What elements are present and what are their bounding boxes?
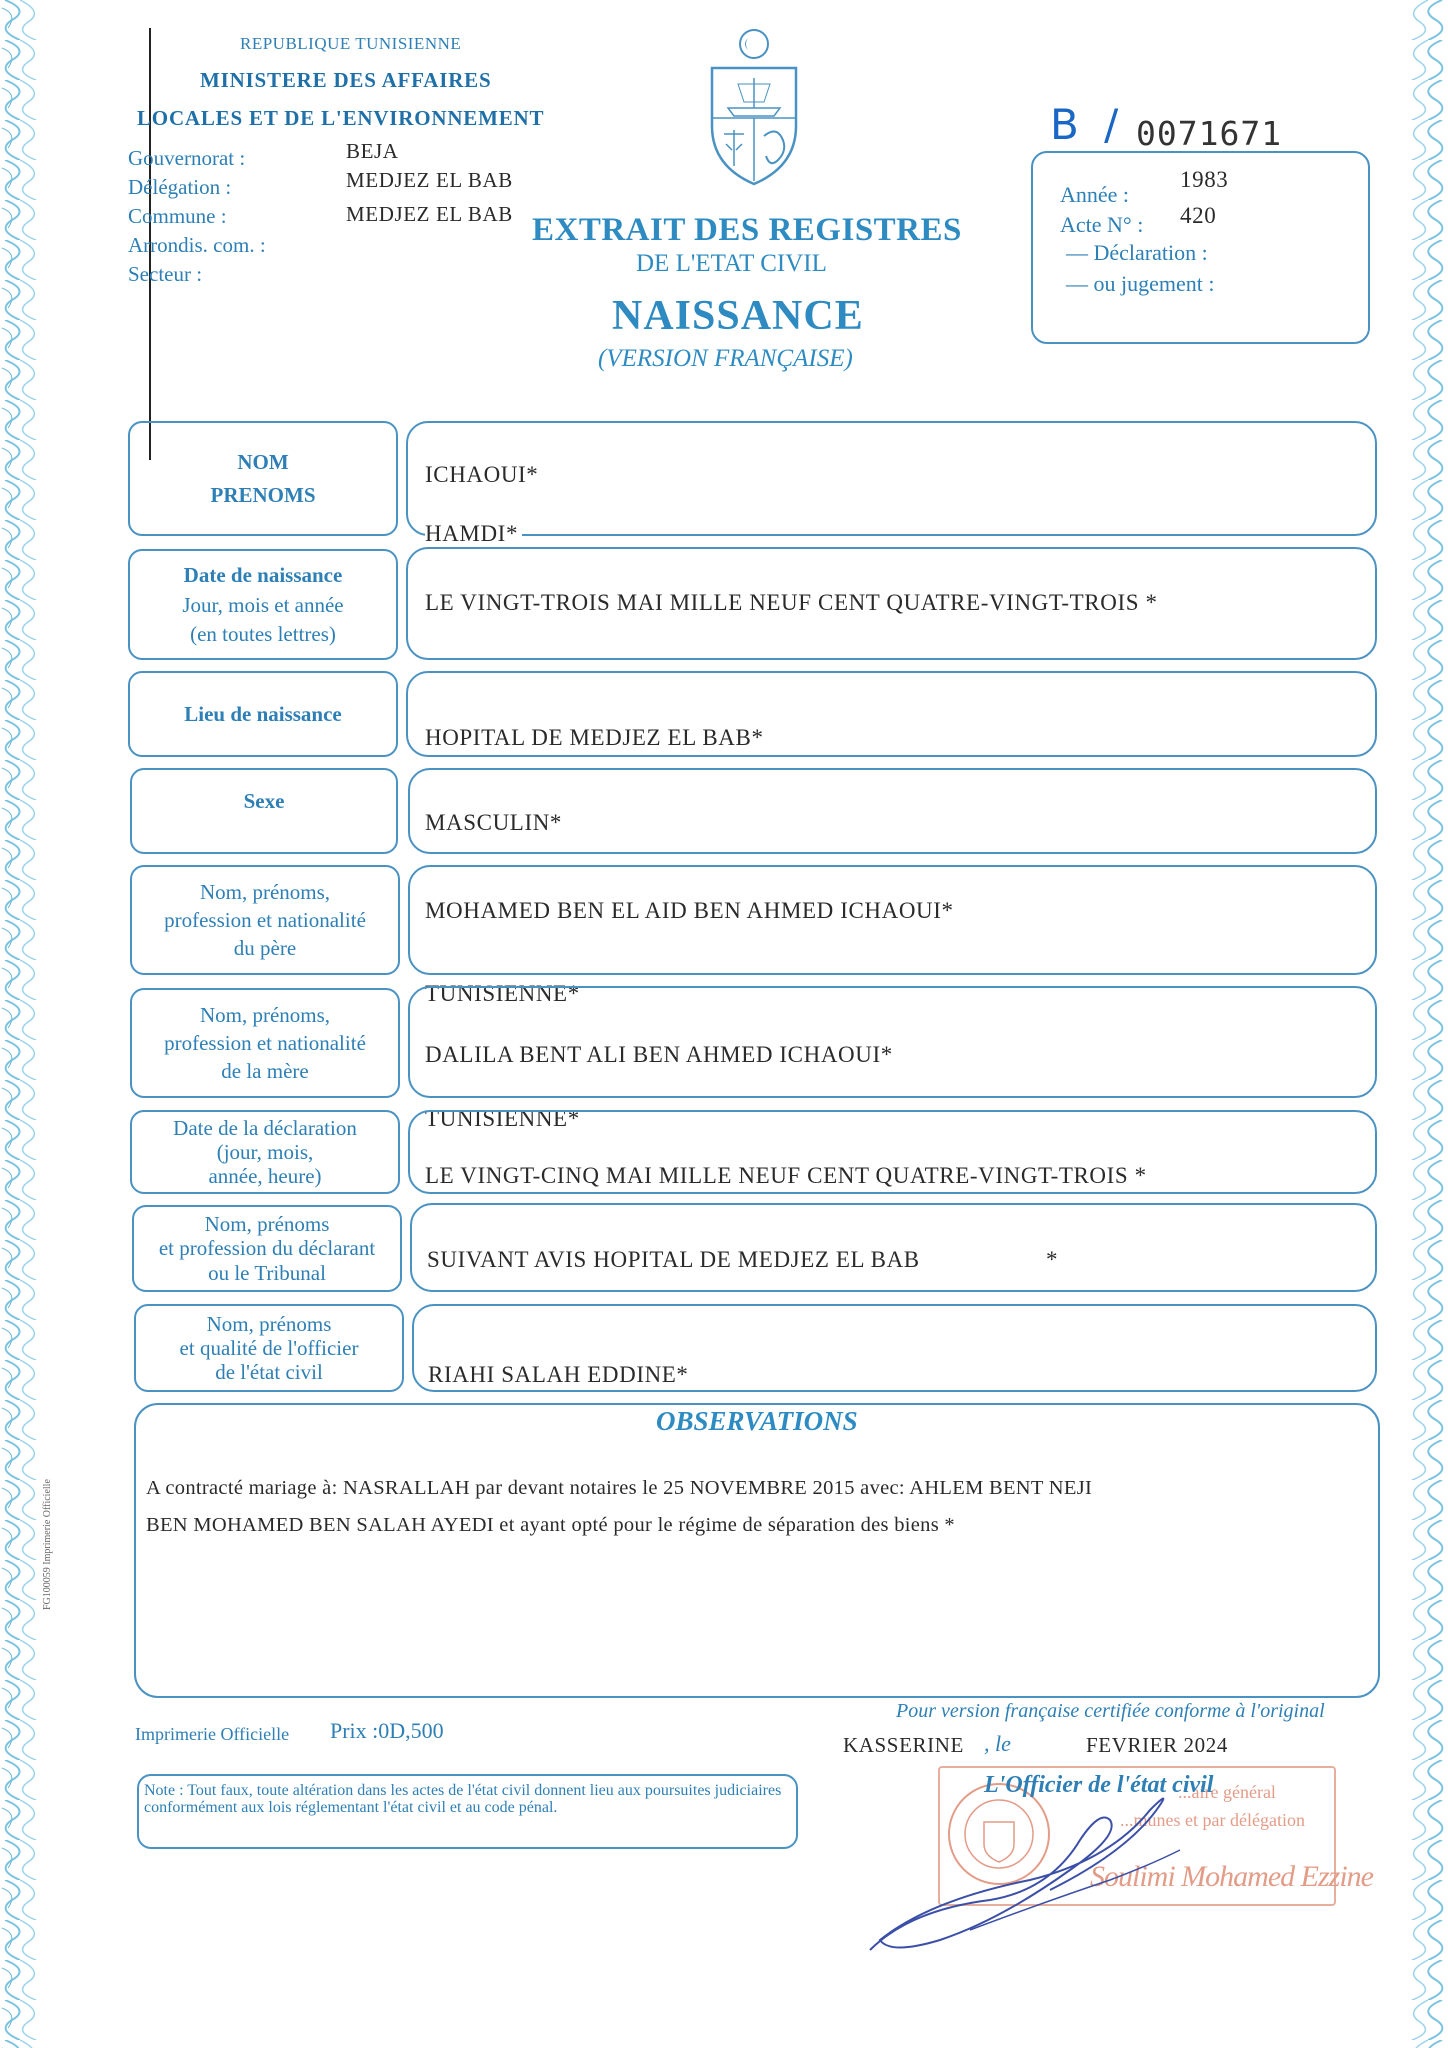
label-nom: NOM [237, 450, 289, 475]
jugement-label: — ou jugement : [1066, 271, 1215, 296]
label-mere [130, 988, 400, 1098]
value-date-declaration: LE VINGT-CINQ MAI MILLE NEUF CENT QUATRE-VINGT-TROIS * [425, 1163, 1147, 1188]
label-declarant-line2: et profession du déclarant [158, 1236, 376, 1261]
observations-box [134, 1403, 1380, 1698]
document-title: EXTRAIT DES REGISTRES [532, 212, 962, 248]
label-officier-line3: de l'état civil [215, 1360, 323, 1385]
label-declarant [132, 1205, 402, 1292]
label-lieu-naissance-title: Lieu de naissance [184, 701, 342, 726]
serial-prefix: B / [1050, 100, 1125, 149]
label-date-naissance [128, 549, 398, 660]
delegation-value: MEDJEZ EL BAB [346, 168, 513, 192]
label-pere-line3: du père [233, 936, 297, 961]
label-pere-line2: profession et nationalité [164, 907, 366, 932]
gouvernorat-label: Gouvernorat : [128, 146, 246, 170]
label-sexe-title: Sexe [243, 788, 285, 813]
annee-label: Année : [1060, 182, 1130, 207]
date-value: FEVRIER 2024 [1086, 1733, 1228, 1757]
label-mere-line3: de la mère [221, 1059, 309, 1084]
label-date-naissance-line3: (en toutes lettres) [190, 621, 336, 646]
decorative-border-left [0, 0, 46, 2048]
label-date-declaration-line3: année, heure) [208, 1164, 322, 1189]
value-declarant-star: * [1046, 1247, 1059, 1272]
acte-value: 420 [1180, 203, 1217, 228]
label-sexe [130, 768, 398, 854]
value-nom: ICHAOUI* [425, 462, 539, 487]
value-mere-nationalite: TUNISIENNE* [425, 1106, 584, 1132]
stamp-name: Soulimi Mohamed Ezzine [1090, 1860, 1373, 1893]
place-value: KASSERINE [843, 1733, 964, 1757]
document-version: (VERSION FRANÇAISE) [598, 345, 853, 372]
commune-label: Commune : [128, 204, 227, 228]
gouvernorat-value: BEJA [346, 139, 399, 163]
label-date-declaration-line1: Date de la déclaration [173, 1115, 357, 1140]
imprimerie-label: Imprimerie Officielle [135, 1724, 290, 1744]
annee-value: 1983 [1180, 167, 1229, 192]
observations-line-1: A contracté mariage à: NASRALLAH par devant notaires le 25 NOVEMBRE 2015 avec: AHLEM BENT NEJI [146, 1477, 1093, 1499]
label-declarant-line1: Nom, prénoms [204, 1212, 330, 1237]
label-pere [130, 865, 400, 975]
acte-label: Acte N° : [1060, 212, 1144, 237]
label-date-naissance-line2: Jour, mois et année [182, 593, 344, 618]
value-date-naissance: LE VINGT-TROIS MAI MILLE NEUF CENT QUATRE-VINGT-TROIS * [425, 590, 1158, 615]
value-mere: DALILA BENT ALI BEN AHMED ICHAOUI* [425, 1042, 893, 1067]
label-pere-line1: Nom, prénoms, [199, 879, 331, 904]
legal-note-text: Note : Tout faux, toute altération dans les actes de l'état civil donnent lieu aux poursuites judiciaires conformément aux lois réglementant l'état civil et au code pénal. [144, 1782, 782, 1816]
label-date-naissance-title: Date de naissance [183, 563, 343, 588]
ministry-line-1: MINISTERE DES AFFAIRES [200, 68, 492, 92]
delegation-label: Délégation : [128, 175, 232, 199]
observations-line-2: BEN MOHAMED BEN SALAH AYEDI et ayant opté pour le régime de séparation des biens * [146, 1514, 955, 1536]
value-declarant: SUIVANT AVIS HOPITAL DE MEDJEZ EL BAB [427, 1247, 920, 1272]
certified-label: Pour version française certifiée conforme à l'original [896, 1700, 1325, 1722]
stamp-line-2: ...munes et par délégation [1120, 1810, 1305, 1830]
document-subtitle: DE L'ETAT CIVIL [636, 250, 827, 277]
declaration-label: — Déclaration : [1066, 240, 1208, 265]
value-box-nom [406, 421, 1377, 536]
signature-icon [850, 1780, 1250, 1960]
observations-title: OBSERVATIONS [652, 1406, 862, 1437]
observations-side-code: FG100059 Imprimerie Officielle [42, 1479, 53, 1610]
decorative-border-right [1402, 0, 1448, 2048]
label-officier [134, 1304, 404, 1392]
date-separator: , le [984, 1731, 1011, 1756]
value-prenoms: HAMDI* [425, 521, 522, 547]
value-sexe: MASCULIN* [425, 810, 563, 835]
label-officier-line2: et qualité de l'officier [179, 1335, 359, 1360]
commune-value: MEDJEZ EL BAB [346, 202, 513, 226]
label-mere-line1: Nom, prénoms, [199, 1002, 331, 1027]
label-date-declaration [130, 1110, 400, 1194]
stamp-line-1: ...aire général [1178, 1782, 1276, 1802]
secteur-label: Secteur : [128, 262, 203, 286]
serial-number: 0071671 [1136, 114, 1283, 153]
officer-label: L'Officier de l'état civil [984, 1772, 1214, 1798]
value-officier: RIAHI SALAH EDDINE* [428, 1362, 693, 1388]
label-nom-prenoms [128, 421, 398, 536]
label-date-declaration-line2: (jour, mois, [216, 1139, 314, 1164]
label-declarant-line3: ou le Tribunal [208, 1260, 326, 1285]
republic-label: REPUBLIQUE TUNISIENNE [240, 34, 462, 53]
label-lieu-naissance [128, 671, 398, 757]
coat-of-arms-icon [698, 26, 810, 188]
label-prenoms: PRENOMS [210, 482, 316, 507]
document-type: NAISSANCE [612, 293, 864, 339]
arrondissement-label: Arrondis. com. : [128, 233, 266, 257]
prix-label: Prix :0D,500 [330, 1718, 444, 1743]
ministry-line-2: LOCALES ET DE L'ENVIRONNEMENT [137, 106, 545, 130]
value-pere: MOHAMED BEN EL AID BEN AHMED ICHAOUI* [425, 898, 954, 923]
label-mere-line2: profession et nationalité [164, 1030, 366, 1055]
value-lieu-naissance: HOPITAL DE MEDJEZ EL BAB* [425, 725, 764, 750]
value-pere-nationalite: TUNISIENNE* [425, 981, 584, 1007]
label-officier-line1: Nom, prénoms [206, 1311, 332, 1336]
